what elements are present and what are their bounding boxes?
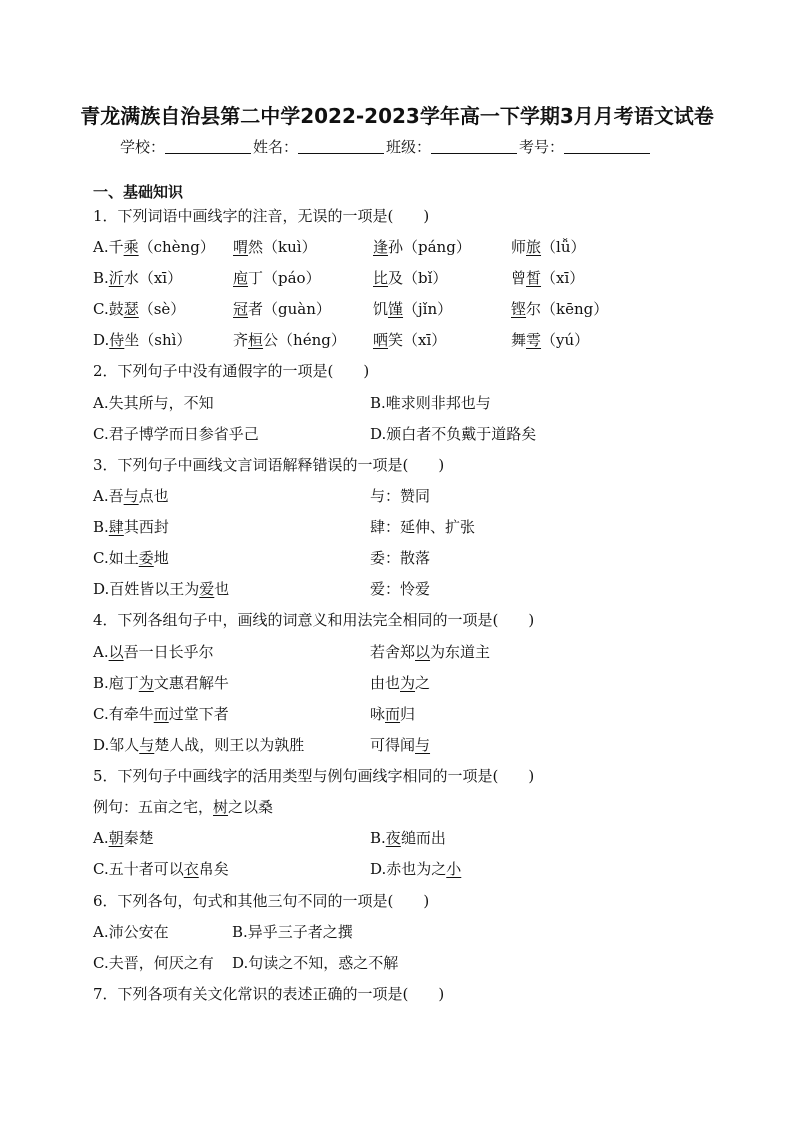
q4-option-a-left: A.以吾一日长乎尔 bbox=[93, 643, 214, 661]
question-2-stem: 2．下列句子中没有通假字的一项是( ) bbox=[93, 362, 370, 380]
q3-option-d: D.百姓皆以王为爱也 bbox=[93, 580, 230, 598]
class-label: 班级： bbox=[386, 138, 432, 156]
q3-option-b-gloss: 肆：延伸、扩张 bbox=[370, 518, 476, 536]
q1-option-c-1: C.鼓瑟（sè） bbox=[93, 300, 186, 318]
q5-option-a: A.朝秦楚 bbox=[93, 829, 154, 847]
q1-option-d-2: 齐桓公（héng） bbox=[233, 331, 346, 349]
q4-option-d-left: D.邹人与楚人战，则王以为孰胜 bbox=[93, 736, 305, 754]
q4-option-d-right: 可得闻与 bbox=[370, 736, 431, 754]
q5-option-b: B.夜缒而出 bbox=[370, 829, 446, 847]
q5-option-c: C.五十者可以衣帛矣 bbox=[93, 860, 229, 878]
q1-option-d-1: D.侍坐（shì） bbox=[93, 331, 192, 349]
q1-option-b-4: 曾皙（xī） bbox=[511, 269, 585, 287]
question-4-stem: 4．下列各组句子中，画线的词意义和用法完全相同的一项是( ) bbox=[93, 611, 535, 629]
q1-option-b-2: 庖丁（páo） bbox=[233, 269, 321, 287]
number-label: 考号： bbox=[519, 138, 565, 156]
q4-option-b-left: B.庖丁为文惠君解牛 bbox=[93, 674, 229, 692]
q6-option-b: B.异乎三子者之撰 bbox=[232, 923, 353, 941]
q3-option-a: A.吾与点也 bbox=[93, 487, 169, 505]
page-title: 青龙满族自治县第二中学2022-2023学年高一下学期3月月考语文试卷 bbox=[80, 104, 714, 128]
q1-option-b-3: 比及（bǐ） bbox=[373, 269, 448, 287]
question-3-stem: 3．下列句子中画线文言词语解释错误的一项是( ) bbox=[93, 456, 445, 474]
q1-option-a-2: 喟然（kuì） bbox=[233, 238, 317, 256]
q5-example: 例句：五亩之宅，树之以桑 bbox=[93, 798, 274, 816]
school-label: 学校： bbox=[120, 138, 166, 156]
section-heading: 一、基础知识 bbox=[93, 183, 184, 201]
q3-option-d-gloss: 爱：怜爱 bbox=[370, 580, 431, 598]
question-6-stem: 6．下列各句，句式和其他三句不同的一项是( ) bbox=[93, 892, 430, 910]
student-info-line bbox=[120, 136, 652, 157]
q6-option-d: D.句读之不知，惑之不解 bbox=[232, 954, 399, 972]
q3-option-c-gloss: 委：散落 bbox=[370, 549, 431, 567]
question-7-stem: 7．下列各项有关文化常识的表述正确的一项是( ) bbox=[93, 985, 445, 1003]
q4-option-c-right: 咏而归 bbox=[370, 705, 416, 723]
q1-option-a-4: 师旅（lǚ） bbox=[511, 238, 586, 256]
q4-option-b-right: 由也为之 bbox=[370, 674, 431, 692]
q1-option-d-4: 舞雩（yú） bbox=[511, 331, 590, 349]
question-5-stem: 5．下列句子中画线字的活用类型与例句画线字相同的一项是( ) bbox=[93, 767, 535, 785]
q2-option-d: D.颁白者不负戴于道路矣 bbox=[370, 425, 537, 443]
q4-option-c-left: C.有牵牛而过堂下者 bbox=[93, 705, 229, 723]
class-blank[interactable] bbox=[431, 139, 517, 154]
number-blank[interactable] bbox=[564, 139, 650, 154]
q3-option-b: B.肆其西封 bbox=[93, 518, 169, 536]
q1-option-a-3: 逢孙（páng） bbox=[373, 238, 471, 256]
q6-option-a: A.沛公安在 bbox=[93, 923, 169, 941]
q4-option-a-right: 若舍郑以为东道主 bbox=[370, 643, 491, 661]
q2-option-b: B.唯求则非邦也与 bbox=[370, 394, 491, 412]
q2-option-a: A.失其所与，不知 bbox=[93, 394, 214, 412]
q2-option-c: C.君子博学而日参省乎己 bbox=[93, 425, 259, 443]
q5-option-d: D.赤也为之小 bbox=[370, 860, 462, 878]
name-label: 姓名： bbox=[253, 138, 299, 156]
question-1-stem: 1．下列词语中画线字的注音，无误的一项是( ) bbox=[93, 207, 430, 225]
q1-option-a-1: A.千乘（chèng） bbox=[93, 238, 215, 256]
q6-option-c: C.夫晋，何厌之有 bbox=[93, 954, 214, 972]
q1-option-c-3: 饥馑（jǐn） bbox=[373, 300, 453, 318]
q1-option-c-2: 冠者（guàn） bbox=[233, 300, 331, 318]
q1-option-b-1: B.沂水（xī） bbox=[93, 269, 183, 287]
q3-option-a-gloss: 与：赞同 bbox=[370, 487, 431, 505]
q1-option-d-3: 哂笑（xī） bbox=[373, 331, 447, 349]
school-blank[interactable] bbox=[165, 139, 251, 154]
name-blank[interactable] bbox=[298, 139, 384, 154]
q1-option-c-4: 铿尔（kēng） bbox=[511, 300, 609, 318]
q3-option-c: C.如土委地 bbox=[93, 549, 169, 567]
